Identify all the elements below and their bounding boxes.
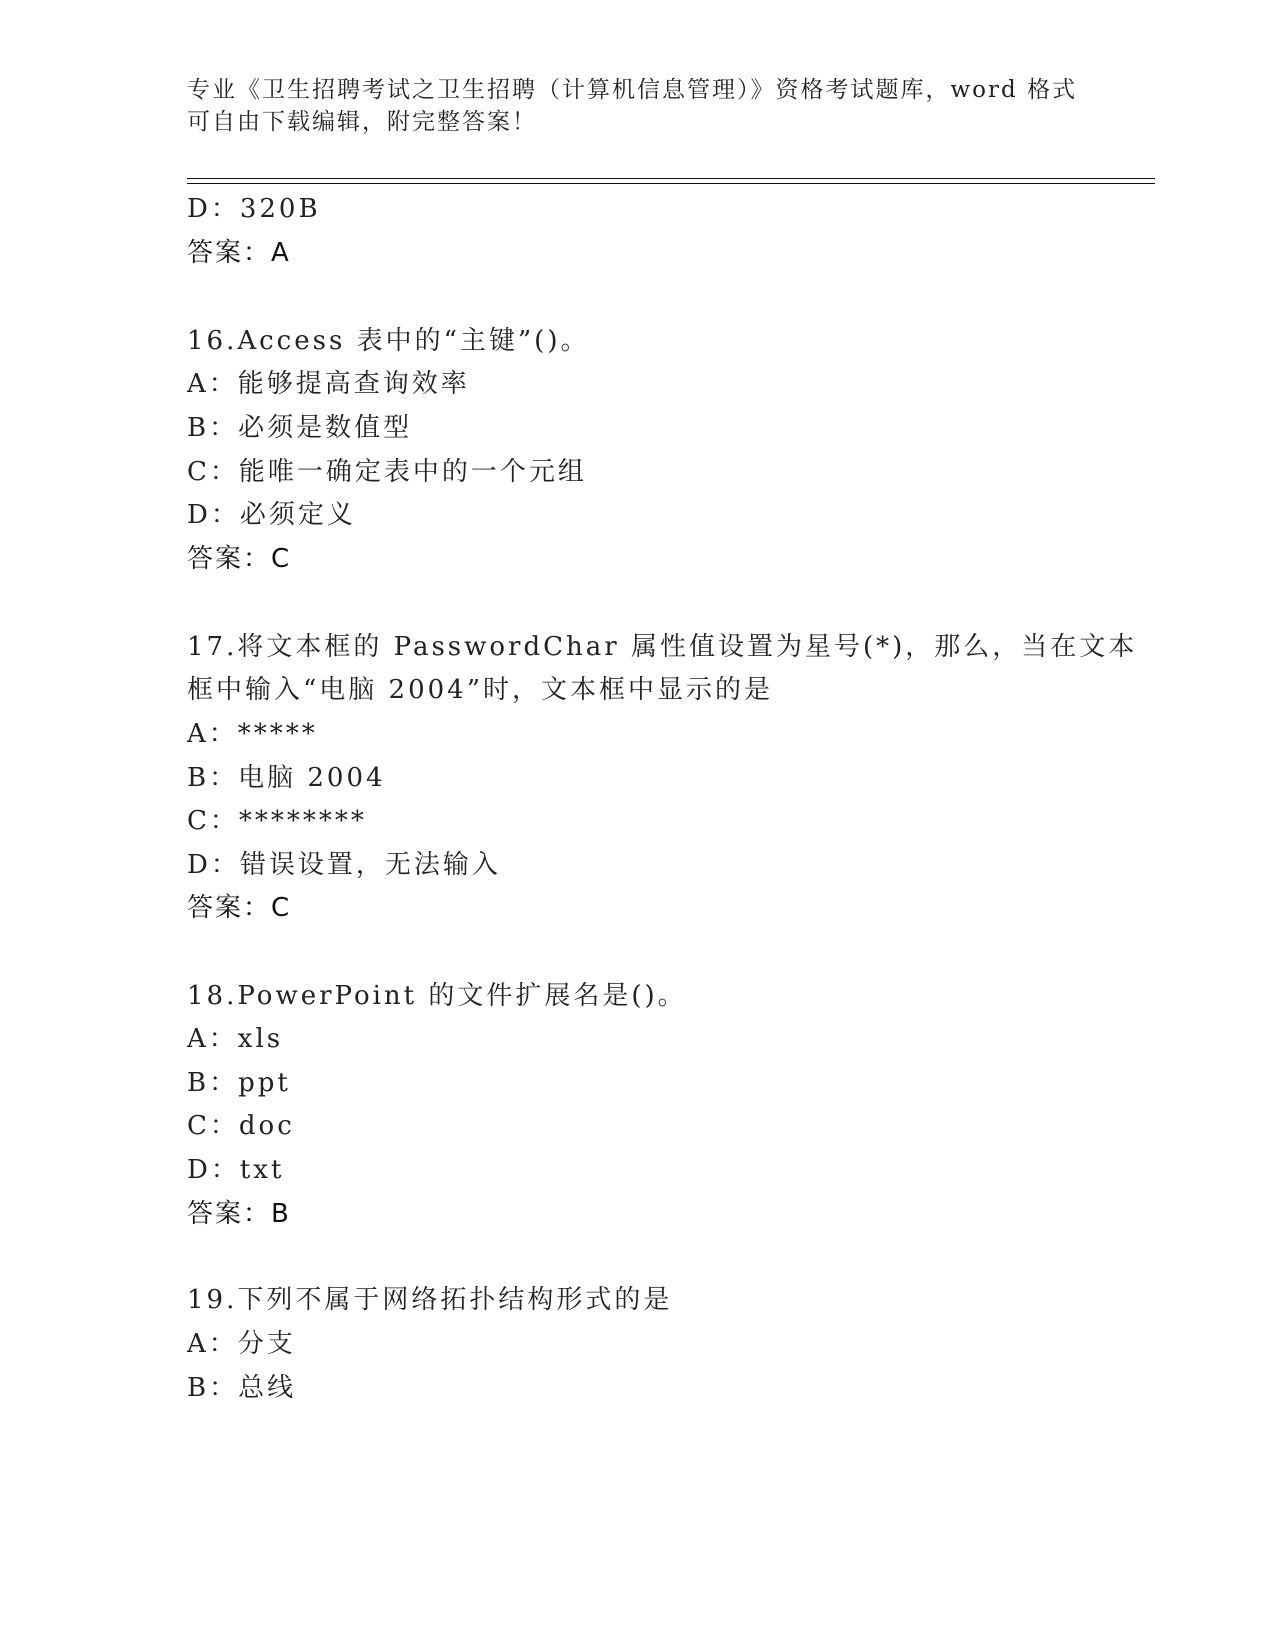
q15-answer: 答案：A [187,238,291,268]
q17-option-c: C：******** [187,806,367,836]
q18-option-a: A：xls [187,1024,284,1054]
q17-option-d: D：错误设置，无法输入 [187,850,501,880]
document-header [187,74,1087,138]
header-divider-secondary [187,183,1155,184]
q18-option-b: B：ppt [187,1068,291,1098]
q19-option-a: A：分支 [187,1329,296,1359]
q16-stem: 16.Access 表中的“主键”()。 [187,326,590,356]
header-line-1: 专业《卫生招聘考试之卫生招聘（计算机信息管理）》资格考试题库，word 格式 [187,77,1078,103]
q19-option-b: B：总线 [187,1373,297,1403]
q16-answer: 答案：C [187,544,292,574]
q17-stem-line-1: 17.将文本框的 PasswordChar 属性值设置为星号(*)，那么，当在文本 [187,632,1138,662]
q16-option-d: D：必须定义 [187,500,356,530]
q17-option-a: A：***** [187,719,318,749]
q17-stem-line-2: 框中输入“电脑 2004”时，文本框中显示的是 [187,675,774,705]
q18-option-d: D：txt [187,1155,285,1185]
q16-option-a: A：能够提高查询效率 [187,369,470,399]
q18-stem: 18.PowerPoint 的文件扩展名是()。 [187,981,687,1011]
q18-option-c: C：doc [187,1111,295,1141]
header-divider [187,178,1155,179]
q15-option-d: D：320B [187,194,321,224]
q19-stem: 19.下列不属于网络拓扑结构形式的是 [187,1285,673,1315]
q16-option-c: C：能唯一确定表中的一个元组 [187,457,587,487]
q17-answer: 答案：C [187,893,292,923]
q17-option-b: B：电脑 2004 [187,763,386,793]
q16-option-b: B：必须是数值型 [187,413,413,443]
q18-answer: 答案：B [187,1199,291,1229]
header-line-2: 可自由下载编辑，附完整答案！ [187,109,537,135]
